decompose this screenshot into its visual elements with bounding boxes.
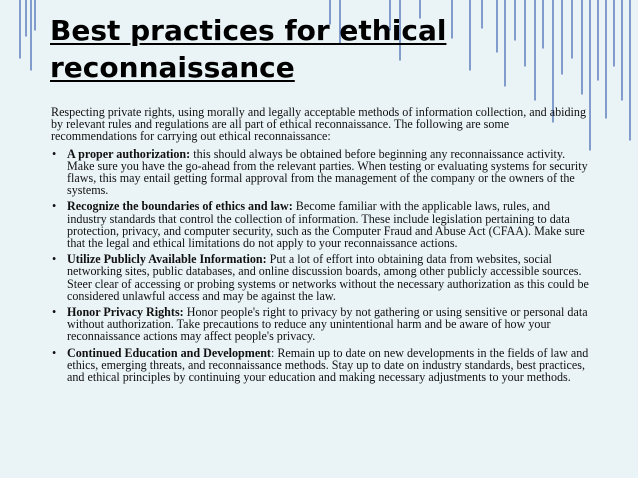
bullet-text: Put a lot of effort into obtaining data from websites, social networking sites, public databases, and online discussion boards, among other publicly accessible sources. Steer clear of accessing or probing systems or networks without the necessary authorization as this could be considered unlawful access and may be against the law. [67,252,589,303]
bullet-text: Become familiar with the applicable laws, rules, and industry standards that control the collection of information. These include legislation pertaining to data protection, privacy, and computer security, such as the Computer Fraud and Abuse Act (CFAA). Make sure that the legal and ethical limitations do not apply to your reconnaissance actions. [67,199,585,251]
bullet-list [51,148,591,384]
bullet-term: A proper authorization: [67,146,191,161]
bullet-item [51,148,591,197]
bullet-dot: • [52,252,57,267]
bullet-text: this should always be obtained before beginning any reconnaissance activity. Make sure you have the go-ahead from the relevant parties. When testing or evaluating systems for security flaws, this may entail getting formal approval from the management of the company or the owners of the systems. [67,146,588,198]
slide-body [51,106,591,387]
bullet-dot: • [52,345,57,360]
slide-title: Best practices for ethical reconnaissance [50,14,447,84]
bullet-item [51,347,591,384]
bullet-term: Utilize Publicly Available Information: [67,252,267,267]
bullet-term: Recognize the boundaries of ethics and law: [67,199,293,214]
bullet-term: Honor Privacy Rights: [67,305,184,320]
bullet-item [51,253,591,302]
bullet-item [51,200,591,249]
bullet-item [51,306,591,343]
bullet-dot: • [52,199,57,214]
intro-paragraph: Respecting private rights, using morally and legally acceptable methods of information collection, and abiding by relevant rules and regulations are all part of ethical reconnaissance. The following are some recommendations for carrying out ethical reconnaissance: [51,105,587,144]
bullet-dot: • [52,305,57,320]
bullet-dot: • [52,146,57,161]
bullet-text: Honor people's right to privacy by not gathering or using sensitive or personal data without authorization. Take precautions to reduce any unintentional harm and be aware of how your reconnaissance actions may affect people's privacy. [67,305,588,344]
bullet-text: : Remain up to date on new developments in the fields of law and ethics, emerging threats, and reconnaissance methods. Stay up to date on industry standards, best practices, and ethical principles by continuing your education and making necessary adjustments to your methods. [67,345,589,385]
bullet-term: Continued Education and Development [67,345,271,360]
